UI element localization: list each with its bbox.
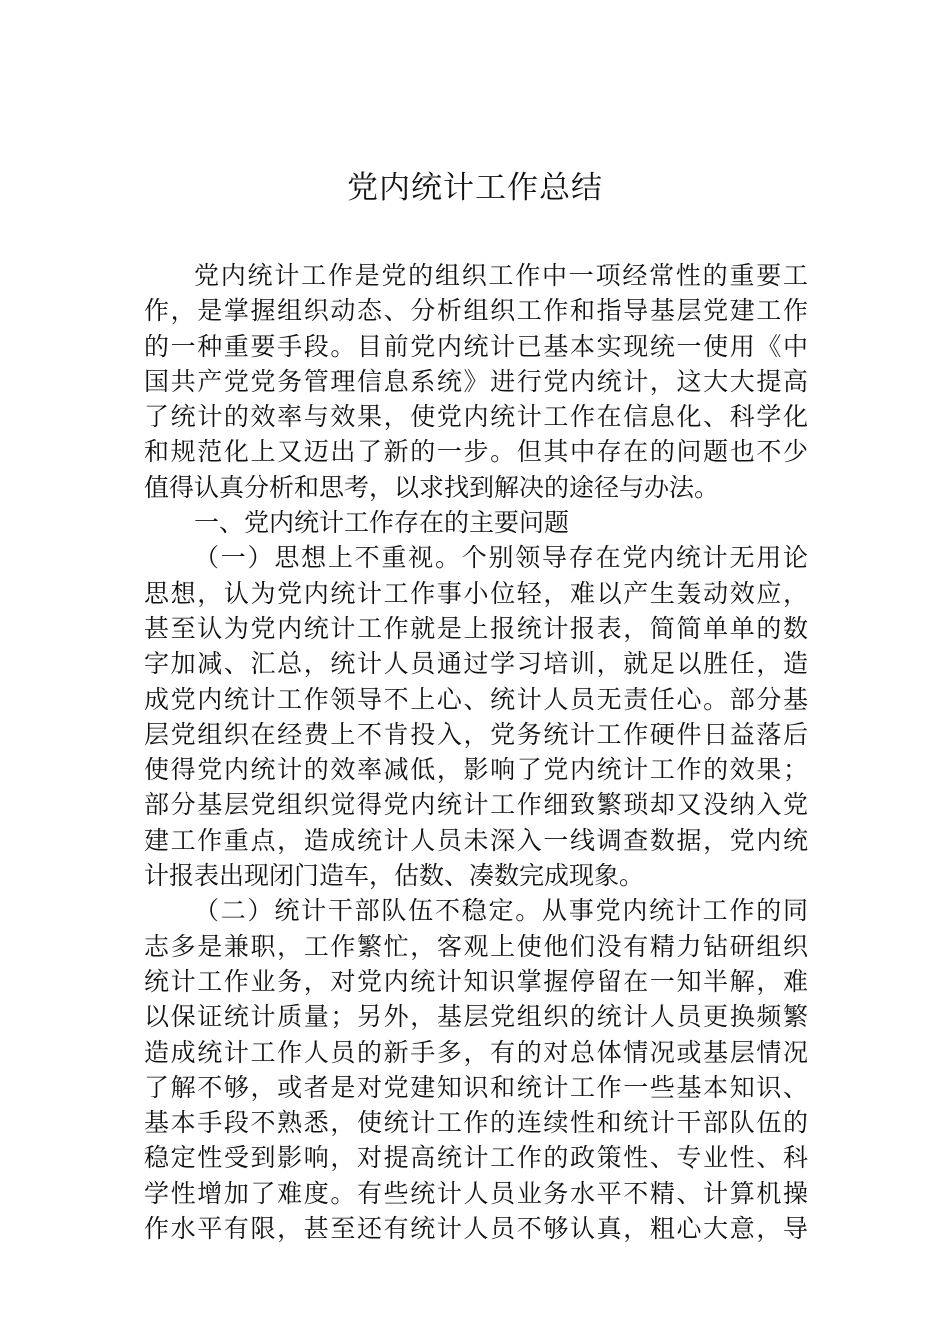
text-line: 稳定性受到影响，对提高统计工作的政策性、专业性、科: [144, 1143, 808, 1173]
text-line: 党内统计工作是党的组织工作中一项经常性的重要工: [194, 261, 808, 290]
text-line: 造成统计工作人员的新手多，有的对总体情况或基层情况: [144, 1037, 808, 1067]
text-line: 甚至认为党内统计工作就是上报统计报表，简简单单的数: [144, 613, 808, 643]
text-line: 部分基层党组织觉得党内统计工作细致繁琐却又没纳入党: [144, 790, 808, 820]
text-line: 层党组织在经费上不肯投入，党务统计工作硬件日益落后: [144, 719, 808, 749]
text-line: 值得认真分析和思考，以求找到解决的途径与办法。: [144, 472, 720, 502]
text-line: 志多是兼职，工作繁忙，客观上使他们没有精力钻研组织: [144, 931, 808, 961]
text-line: 了解不够，或者是对党建知识和统计工作一些基本知识、: [144, 1072, 808, 1102]
text-line: 使得党内统计的效率减低，影响了党内统计工作的效果；: [144, 755, 808, 785]
text-line: （一）思想上不重视。个别领导存在党内统计无用论: [194, 543, 808, 573]
text-line: 和规范化上又迈出了新的一步。但其中存在的问题也不少: [144, 437, 808, 467]
text-line: 计报表出现闭门造车，估数、凑数完成现象。: [144, 861, 645, 891]
text-line: 学性增加了难度。有些统计人员业务水平不精、计算机操: [144, 1178, 808, 1208]
text-line: 字加减、汇总，统计人员通过学习培训，就足以胜任，造: [144, 649, 808, 679]
text-line: 成党内统计工作领导不上心、统计人员无责任心。部分基: [144, 684, 808, 714]
text-line: 建工作重点，造成统计人员未深入一线调查数据，党内统: [144, 825, 808, 855]
text-line: 作，是掌握组织动态、分析组织工作和指导基层党建工作: [144, 296, 808, 326]
text-line: 基本手段不熟悉，使统计工作的连续性和统计干部队伍的: [144, 1108, 808, 1138]
text-line: 的一种重要手段。目前党内统计已基本实现统一使用《中: [144, 331, 808, 361]
document-body: [144, 258, 808, 1246]
document-title: 党内统计工作总结: [347, 170, 603, 206]
text-line: （二）统计干部队伍不稳定。从事党内统计工作的同: [194, 896, 808, 926]
text-line: 作水平有限，甚至还有统计人员不够认真，粗心大意，导: [144, 1214, 808, 1244]
text-line: 以保证统计质量；另外，基层党组织的统计人员更换频繁: [144, 1002, 808, 1032]
section-heading: 一、党内统计工作存在的主要问题: [194, 508, 570, 538]
text-line: 国共产党党务管理信息系统》进行党内统计，这大大提高: [144, 366, 808, 396]
text-line: 统计工作业务，对党内统计知识掌握停留在一知半解，难: [144, 966, 808, 996]
text-line: 了统计的效率与效果，使党内统计工作在信息化、科学化: [144, 402, 808, 432]
text-line: 思想，认为党内统计工作事小位轻，难以产生轰动效应，: [144, 578, 808, 608]
